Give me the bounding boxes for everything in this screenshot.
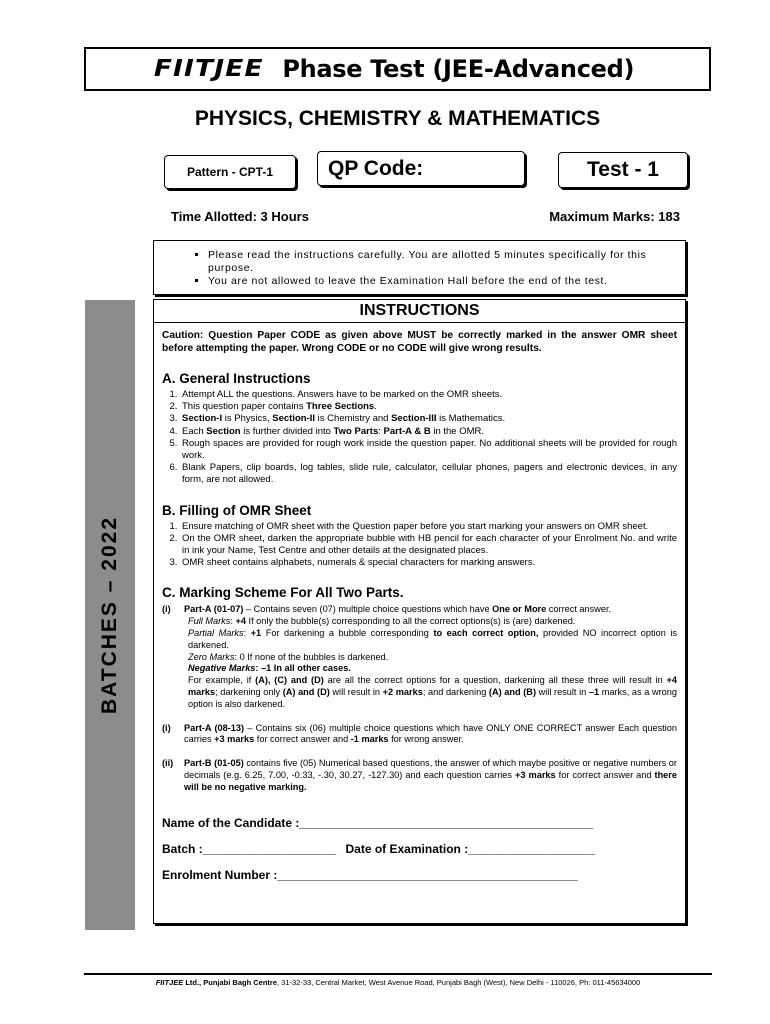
text: correct answer.: [546, 604, 612, 615]
text: .: [374, 401, 377, 413]
list-item: [180, 413, 677, 425]
marking-scheme-heading: C. Marking Scheme For All Two Parts.: [162, 585, 404, 601]
note-item: ▪ You are not allowed to leave the Examination Hall before the end of the test.: [208, 275, 671, 288]
text: is further divided into: [240, 425, 334, 437]
full-marks: [184, 616, 677, 628]
text-italic: Partial Marks: [188, 628, 244, 639]
text-bold: Part-A (08-13): [184, 722, 245, 733]
text: for correct answer and: [555, 770, 655, 780]
part-body: [184, 604, 677, 710]
text: contains five (05) Numerical based questions, the answer of which maybe positive or negative numbers or decimals (e.g. 6.25, 7.00, -0.33, -.30, 30.27, -127.30) and each question carries: [184, 758, 677, 780]
text: in the OMR.: [430, 425, 485, 437]
text-bold: Two Parts: [333, 425, 379, 437]
text: Each: [182, 425, 207, 437]
header-box: [84, 47, 711, 91]
text-bold: Section-III: [391, 413, 437, 425]
text-bold: +3 marks: [214, 734, 255, 745]
text-bold: (A) and (D): [282, 687, 330, 698]
text-bold: (A) and (B): [488, 687, 537, 698]
list-item: 1. Attempt ALL the questions. Answers have to be marked on the OMR sheets.: [180, 389, 677, 401]
text-italic: Full Marks: [188, 616, 231, 627]
instructions-box: [153, 299, 686, 924]
partial-marks: [184, 628, 677, 652]
text-bold: +1: [250, 628, 262, 639]
part-body: [184, 723, 677, 747]
part-label: (i): [162, 604, 171, 615]
footer: [84, 978, 712, 987]
test-box: Test - 1: [558, 152, 688, 188]
text: :: [230, 616, 236, 627]
negative-marks: [184, 663, 677, 675]
zero-marks: [184, 652, 677, 664]
text: will result in: [536, 687, 589, 698]
text: – Contains seven (07) multiple choice questions which have: [243, 604, 493, 615]
note-item: ▪ Please read the instructions carefully. You are allotted 5 minutes specifically for this purpose.: [208, 249, 671, 275]
pattern-box: Pattern - CPT-1: [164, 155, 296, 189]
marking-scheme: [162, 604, 677, 793]
part-body: [184, 758, 677, 793]
batch-date-row: [162, 842, 677, 856]
qp-code-box: QP Code:: [317, 151, 525, 186]
text-bold: to each correct option,: [433, 628, 539, 639]
text: provided NO incorrect option is darkened.: [188, 628, 678, 650]
text-bold: +2 marks: [382, 687, 423, 698]
list-item: 3. OMR sheet contains alphabets, numerals & special characters for marking answers.: [180, 557, 677, 569]
list-item: 1. Ensure matching of OMR sheet with the Question paper before you start marking your answers on OMR sheet.: [180, 521, 677, 533]
list-item: 2. On the OMR sheet, darken the appropriate bubble with HB pencil for each character of your Enrolment No. and write in ink your Name, Test Centre and other details at the designated places.: [180, 533, 677, 557]
text-bold: Part-A & B: [383, 425, 431, 437]
text-bold: (A), (C) and (D): [255, 675, 324, 686]
text-bold: +4: [235, 616, 246, 627]
text: :: [378, 425, 384, 437]
part-label: (i): [162, 722, 171, 733]
text: For example, if: [188, 675, 256, 686]
general-instructions-list: [162, 389, 677, 487]
list-item: 6. Blank Papers, clip boards, log tables, slide rule, calculator, cellular phones, pagers and electronic devices, in any form, are not allowed.: [180, 462, 677, 486]
text: : 0 If none of the bubbles is darkened.: [234, 651, 389, 662]
text: This question paper contains: [182, 401, 307, 413]
text: is Mathematics.: [436, 413, 506, 425]
text-bold: Part-A (01-07): [184, 604, 244, 615]
footer-brand: FIITJEE: [155, 978, 184, 987]
text-bold: -1 marks: [350, 734, 389, 745]
exam-date-field[interactable]: Date of Examination :___________________: [345, 841, 595, 856]
part-label: (ii): [162, 758, 174, 769]
omr-list: [162, 521, 677, 570]
note-list: [178, 249, 671, 288]
time-allotted: Time Allotted: 3 Hours: [171, 209, 309, 224]
text: ; darkening only: [215, 687, 283, 698]
text-bold: Section-II: [272, 413, 316, 425]
batches-text: BATCHES – 2022: [98, 515, 122, 715]
text: are all the correct options for a question, darkening all these three will result in: [323, 675, 667, 686]
text: :: [243, 628, 251, 639]
part-description: [184, 604, 677, 616]
header-title: Phase Test (JEE-Advanced): [282, 55, 635, 83]
text-bold: Three Sections: [306, 401, 375, 413]
footer-address: , 31-32-33, Central Market, West Avenue Road, Punjabi Bagh (West), New Delhi - 110026, Ph: 011-45634000: [277, 978, 641, 987]
instructions-title: INSTRUCTIONS: [154, 300, 685, 323]
text: for wrong answer.: [388, 734, 464, 745]
text-bold: Part-B (01-05): [184, 758, 244, 769]
text-bold: +4 marks: [188, 675, 678, 698]
text: for correct answer and: [254, 734, 351, 745]
scheme-part-b: [162, 758, 677, 793]
note-box: [153, 240, 686, 295]
text: For darkening a bubble corresponding: [261, 628, 434, 639]
text: marks, as a wrong option is also darkened.: [188, 687, 677, 709]
list-item: [180, 426, 677, 438]
text-bold: there will be no negative marking.: [184, 770, 677, 792]
omr-heading: B. Filling of OMR Sheet: [162, 502, 312, 518]
scheme-part-a1: [162, 604, 677, 710]
text-bold: One or More: [492, 604, 547, 615]
enrolment-number-field[interactable]: Enrolment Number :_____________________________________________: [162, 867, 578, 882]
maximum-marks: Maximum Marks: 183: [549, 209, 680, 224]
text-italic: Zero Marks: [188, 651, 235, 662]
candidate-fields: [162, 816, 677, 882]
brand-logo: FIITJEE: [153, 56, 264, 82]
text: will result in: [329, 687, 383, 698]
text-bold: Section-I: [182, 413, 223, 425]
scheme-part-a2: [162, 723, 677, 747]
batch-field[interactable]: Batch :____________________: [162, 841, 337, 856]
general-instructions-heading: A. General Instructions: [162, 371, 311, 386]
text: is Chemistry and: [315, 413, 392, 425]
caution-text: Caution: Question Paper CODE as given above MUST be correctly marked in the answer OMR sheet before attempting the paper. Wrong CODE or no CODE will give wrong results.: [162, 330, 677, 354]
side-band-label: [85, 300, 135, 930]
text-bold: +3 marks: [515, 770, 556, 780]
text: If only the bubble(s) corresponding to all the correct options(s) is (are) darkened.: [245, 616, 576, 627]
text-bold: Section: [206, 425, 241, 437]
example-text: [184, 675, 677, 710]
text: – Contains six (06) multiple choice questions which have ONLY ONE CORRECT answer Each question carries: [184, 722, 677, 745]
text-bold-italic: Negative Marks: [188, 663, 256, 674]
text: is Physics,: [222, 413, 273, 425]
text-bold: : –1 In all other cases.: [255, 663, 351, 674]
footer-company: Ltd., Punjabi Bagh Centre: [183, 978, 277, 987]
text-bold: –1: [588, 687, 600, 698]
text: ; and darkening: [422, 687, 489, 698]
subject-title: PHYSICS, CHEMISTRY & MATHEMATICS: [194, 107, 601, 130]
footer-rule: [84, 973, 712, 975]
list-item: 5. Rough spaces are provided for rough work inside the question paper. No additional sheets will be provided for rough work.: [180, 438, 677, 462]
candidate-name-field[interactable]: Name of the Candidate :____________________________________________: [162, 815, 593, 830]
list-item: [180, 401, 677, 413]
